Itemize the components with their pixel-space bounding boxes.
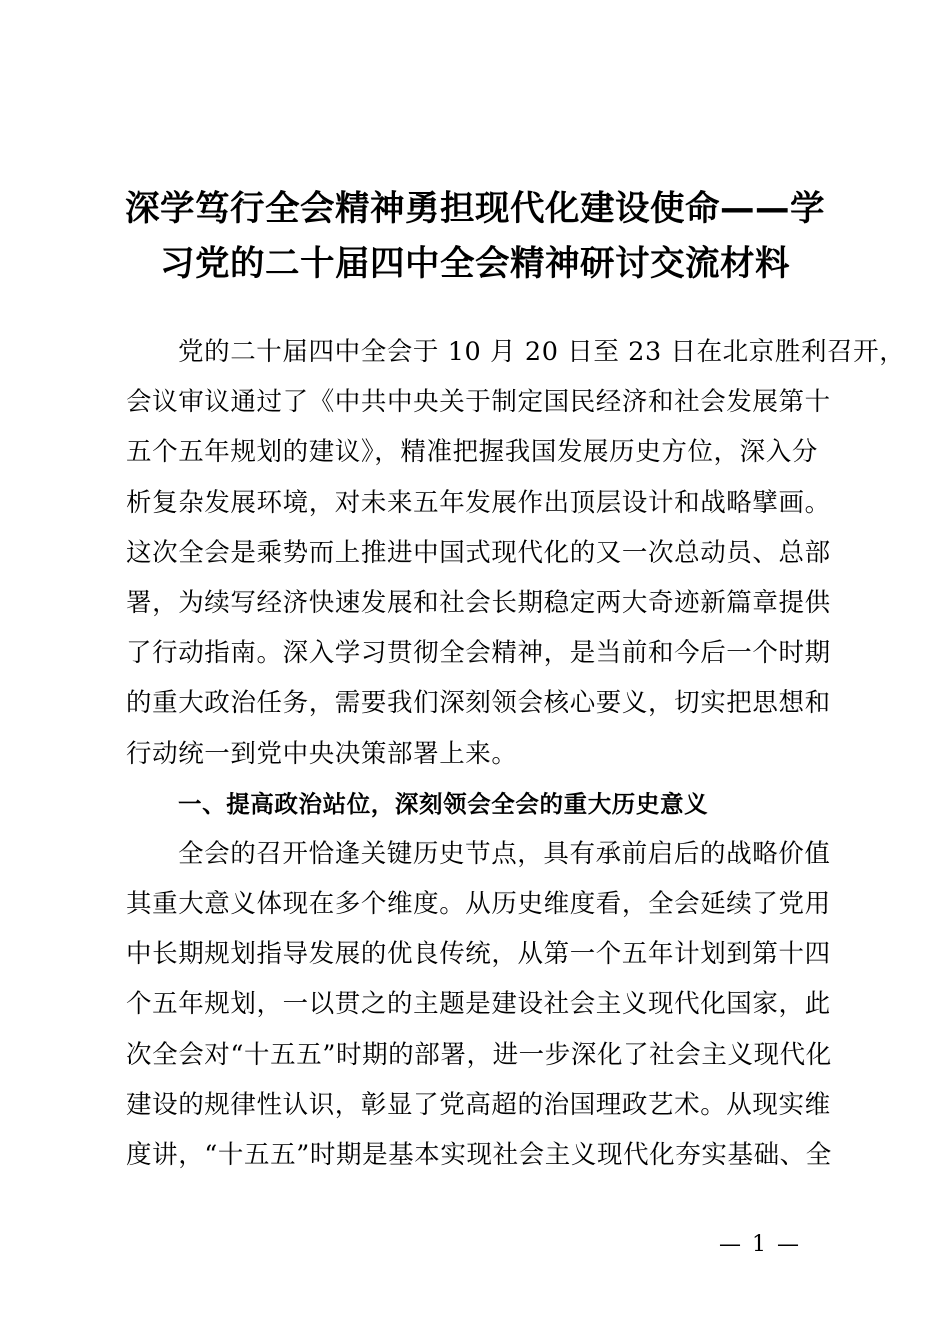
paragraph-line: 次全会对“十五五”时期的部署，进一步深化了社会主义现代化 bbox=[126, 1039, 832, 1070]
title-line: 深学笃行全会精神勇担现代化建设使命——学 bbox=[125, 189, 825, 229]
section-heading: 一、提高政治站位，深刻领会全会的重大历史意义 bbox=[178, 789, 709, 818]
title-line: 习党的二十届四中全会精神研讨交流材料 bbox=[160, 244, 790, 284]
paragraph-line: 中长期规划指导发展的优良传统，从第一个五年计划到第十四 bbox=[126, 939, 831, 970]
paragraph-line: 的重大政治任务，需要我们深刻领会核心要义，切实把思想和 bbox=[126, 688, 831, 719]
paragraph-line: 度讲，“十五五”时期是基本实现社会主义现代化夯实基础、全 bbox=[126, 1140, 832, 1170]
paragraph-line: 析复杂发展环境，对未来五年发展作出顶层设计和战略擘画。 bbox=[126, 487, 831, 518]
paragraph-line: 行动统一到党中央决策部署上来。 bbox=[126, 738, 518, 769]
paragraph-line: 党的二十届四中全会于 10 月 20 日至 23 日在北京胜利召开， bbox=[178, 337, 906, 367]
page-number: — 1 — bbox=[719, 1232, 801, 1257]
paragraph-line: 会议审议通过了《中共中央关于制定国民经济和社会发展第十 bbox=[126, 387, 831, 418]
paragraph-line: 其重大意义体现在多个维度。从历史维度看，全会延续了党用 bbox=[126, 889, 831, 920]
document-title bbox=[110, 182, 840, 292]
paragraph-line: 了行动指南。深入学习贯彻全会精神，是当前和今后一个时期 bbox=[126, 638, 831, 669]
paragraph-line: 个五年规划，一以贯之的主题是建设社会主义现代化国家，此 bbox=[126, 989, 831, 1020]
paragraph-line: 署，为续写经济快速发展和社会长期稳定两大奇迹新篇章提供 bbox=[126, 587, 831, 618]
paragraph-line: 全会的召开恰逢关键历史节点，具有承前启后的战略价值 bbox=[178, 838, 831, 869]
document-body bbox=[126, 327, 906, 1180]
paragraph-line: 五个五年规划的建议》，精准把握我国发展历史方位，深入分 bbox=[126, 437, 818, 468]
paragraph-line: 这次全会是乘势而上推进中国式现代化的又一次总动员、总部 bbox=[126, 537, 831, 568]
paragraph-line: 建设的规律性认识，彰显了党高超的治国理政艺术。从现实维 bbox=[126, 1089, 831, 1120]
